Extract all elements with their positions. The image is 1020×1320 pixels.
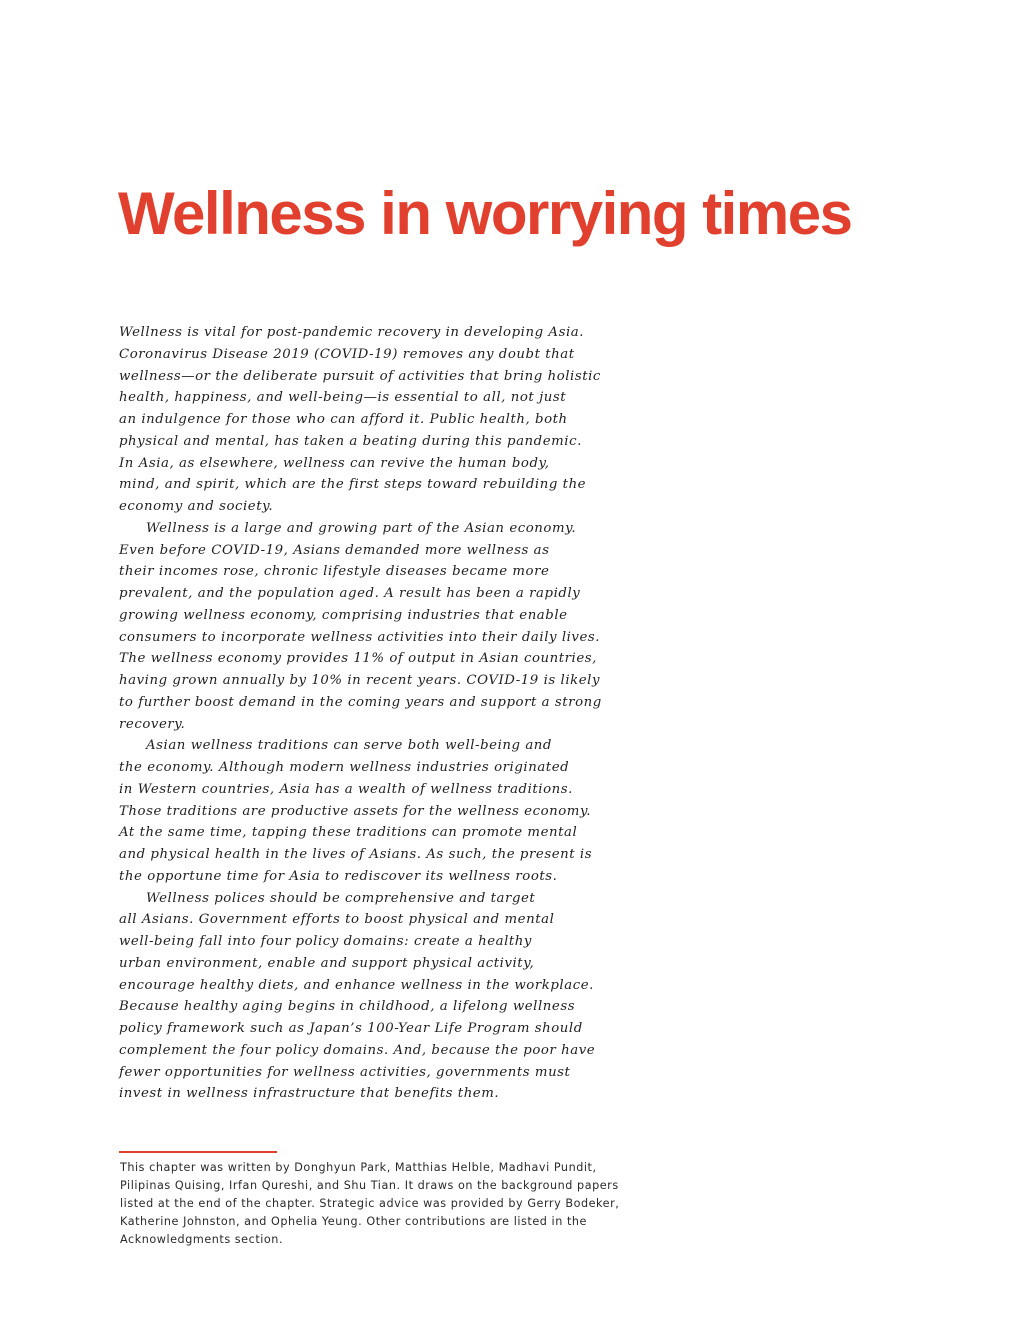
- paragraph-2-line: consumers to incorporate wellness activities into their daily lives.: [119, 629, 601, 645]
- footnote-line: Pilipinas Quising, Irfan Qureshi, and Shu Tian. It draws on the background papers: [120, 1179, 619, 1192]
- paragraph-3-line: At the same time, tapping these traditions can promote mental: [119, 825, 578, 841]
- paragraph-4-line: fewer opportunities for wellness activities, governments must: [119, 1064, 571, 1080]
- paragraph-3-line: Those traditions are productive assets for the wellness economy.: [119, 803, 592, 819]
- paragraph-2-line: Even before COVID-19, Asians demanded more wellness as: [119, 542, 550, 558]
- footnote-line: Katherine Johnston, and Ophelia Yeung. Other contributions are listed in the: [120, 1215, 587, 1228]
- paragraph-1-line: Wellness is vital for post-pandemic recovery in developing Asia.: [119, 325, 585, 340]
- footnote-divider: [119, 1151, 277, 1153]
- paragraph-3-line: the economy. Although modern wellness industries originated: [119, 760, 570, 775]
- footnote-line: listed at the end of the chapter. Strategic advice was provided by Gerry Bodeker,: [120, 1197, 620, 1210]
- chapter-summary: [119, 322, 602, 1105]
- paragraph-3-line: Asian wellness traditions can serve both well-being and: [146, 738, 552, 754]
- paragraph-4-line: policy framework such as Japan’s 100-Year Life Program should: [119, 1021, 583, 1036]
- paragraph-1-line: wellness—or the deliberate pursuit of activities that bring holistic: [119, 368, 601, 384]
- paragraph-1-line: health, happiness, and well-being—is essential to all, not just: [119, 390, 567, 406]
- paragraph-2-line: The wellness economy provides 11% of output in Asian countries,: [119, 651, 597, 667]
- footnote-line: This chapter was written by Donghyun Park, Matthias Helble, Madhavi Pundit,: [120, 1161, 597, 1174]
- paragraph-1-line: In Asia, as elsewhere, wellness can revive the human body,: [119, 455, 550, 471]
- paragraph-4-line: urban environment, enable and support physical activity,: [119, 955, 535, 971]
- paragraph-4-line: Because healthy aging begins in childhood, a lifelong wellness: [119, 999, 576, 1015]
- paragraph-1-line: an indulgence for those who can afford it. Public health, both: [119, 412, 568, 427]
- paragraph-2-line: having grown annually by 10% in recent years. COVID-19 is likely: [119, 673, 601, 688]
- footnote-line: Acknowledgments section.: [120, 1233, 284, 1246]
- paragraph-3-line: the opportune time for Asia to rediscover its wellness roots.: [119, 868, 558, 884]
- paragraph-3-line: and physical health in the lives of Asians. As such, the present is: [119, 847, 593, 862]
- paragraph-2-line: prevalent, and the population aged. A result has been a rapidly: [119, 586, 581, 601]
- paragraph-2-line: to further boost demand in the coming years and support a strong: [119, 694, 602, 710]
- paragraph-2-line: Wellness is a large and growing part of the Asian economy.: [146, 520, 577, 536]
- paragraph-4-line: Wellness polices should be comprehensive and target: [146, 890, 536, 906]
- footnote: [120, 1159, 620, 1249]
- paragraph-4-line: invest in wellness infrastructure that benefits them.: [119, 1086, 500, 1102]
- paragraph-2-line: recovery.: [119, 716, 186, 732]
- paragraph-4-line: complement the four policy domains. And, because the poor have: [119, 1042, 596, 1058]
- paragraph-4-line: well-being fall into four policy domains: create a healthy: [119, 934, 532, 949]
- paragraph-1-line: mind, and spirit, which are the first steps toward rebuilding the: [119, 477, 587, 493]
- paragraph-2-line: growing wellness economy, comprising industries that enable: [119, 607, 568, 623]
- chapter-title: Wellness in worrying times: [118, 180, 852, 247]
- paragraph-1-line: Coronavirus Disease 2019 (COVID-19) removes any doubt that: [119, 346, 575, 362]
- paragraph-1-line: physical and mental, has taken a beating during this pandemic.: [119, 433, 582, 449]
- paragraph-2-line: their incomes rose, chronic lifestyle diseases became more: [119, 564, 550, 580]
- paragraph-3-line: in Western countries, Asia has a wealth of wellness traditions.: [119, 781, 573, 797]
- paragraph-4-line: all Asians. Government efforts to boost physical and mental: [119, 912, 555, 928]
- paragraph-4-line: encourage healthy diets, and enhance wellness in the workplace.: [119, 977, 594, 993]
- paragraph-1-line: economy and society.: [119, 499, 274, 514]
